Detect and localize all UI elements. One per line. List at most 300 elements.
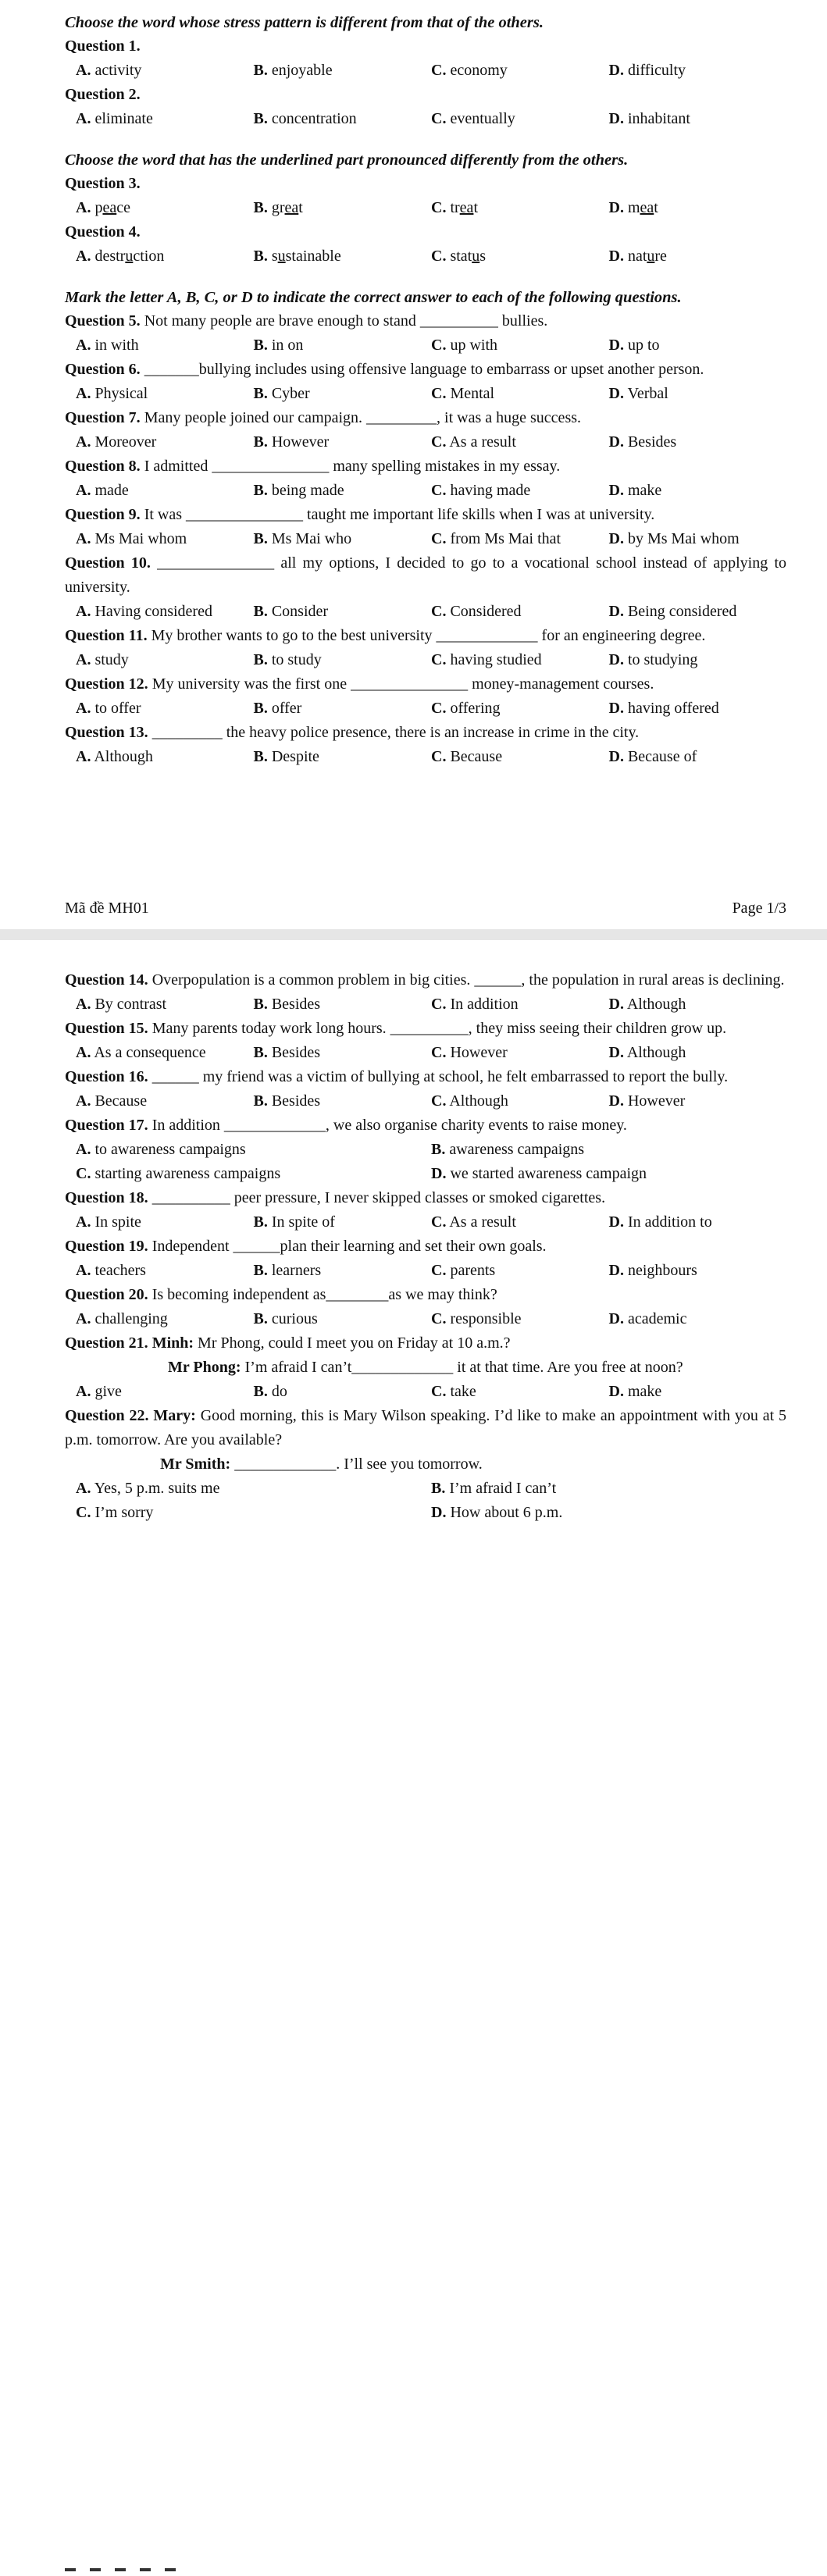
question-label: Question 9.: [65, 506, 141, 523]
answer-option: [609, 1210, 787, 1235]
question-text: My university was the first one _______________ money-management courses.: [151, 675, 654, 693]
question-label: Question 11.: [65, 627, 148, 644]
answer-option: [76, 1307, 254, 1331]
option-letter: A.: [76, 1310, 91, 1327]
option-letter: A.: [76, 62, 91, 79]
answer-options: [65, 107, 786, 131]
option-text: I’m afraid I can’t: [449, 1480, 557, 1497]
answer-option: [431, 1307, 609, 1331]
answer-options: [65, 382, 786, 406]
question-label: Question 2.: [65, 86, 141, 103]
option-text: By contrast: [94, 996, 167, 1013]
option-text: Moreover: [94, 433, 157, 451]
answer-option: [76, 600, 254, 624]
option-letter: A.: [76, 482, 91, 499]
answer-option: [76, 479, 254, 503]
answer-option: [609, 697, 787, 721]
question-label: Question 22.: [65, 1407, 149, 1424]
question-text: It was _______________ taught me important life skills when I was at university.: [144, 506, 655, 523]
option-letter: C.: [431, 700, 447, 717]
option-text: being made: [271, 482, 344, 499]
option-letter: D.: [608, 996, 624, 1013]
answer-option: [76, 648, 254, 672]
option-text: Cyber: [271, 385, 310, 402]
option-word: [272, 248, 341, 265]
option-word: [628, 199, 658, 216]
question-label: Question 6.: [65, 361, 141, 378]
answer-option: [254, 1041, 432, 1065]
option-letter: C.: [76, 1165, 91, 1182]
speaker-name: Mary:: [153, 1407, 196, 1424]
answer-options: [65, 1041, 786, 1065]
answer-option: [254, 1307, 432, 1331]
answer-option: [76, 1138, 431, 1162]
option-text: Besides: [627, 433, 677, 451]
question-label: Question 17.: [65, 1117, 148, 1134]
answer-option: [609, 600, 787, 624]
option-letter: D.: [431, 1504, 447, 1521]
question-stem: [65, 1331, 786, 1356]
option-letter: A.: [76, 530, 91, 547]
option-text: Mental: [450, 385, 495, 402]
option-text: I’m sorry: [94, 1504, 154, 1521]
option-letter: B.: [253, 1262, 268, 1279]
answer-option: [431, 527, 609, 551]
option-text: having studied: [450, 651, 542, 668]
question-stem: [65, 503, 786, 527]
answer-options: [65, 244, 786, 269]
option-text: enjoyable: [271, 62, 333, 79]
question-stem: [65, 672, 786, 697]
answer-option: [431, 697, 609, 721]
question-stem: [65, 406, 786, 430]
option-letter: A.: [76, 1141, 91, 1158]
question-text: _______bullying includes using offensive language to embarrass or upset another person.: [144, 361, 704, 378]
question-text: Many parents today work long hours. __________, they miss seeing their children grow up.: [151, 1020, 727, 1037]
option-letter: B.: [253, 1383, 268, 1400]
answer-option: [431, 1041, 609, 1065]
option-letter: D.: [608, 62, 624, 79]
answer-options: [65, 1307, 786, 1331]
option-text: curious: [271, 1310, 318, 1327]
question-label: Question 19.: [65, 1238, 148, 1255]
answer-option: [76, 1380, 254, 1404]
answer-option: [609, 430, 787, 454]
question-stem: [65, 721, 786, 745]
option-letter: B.: [253, 337, 268, 354]
question-text: In addition _____________, we also organise charity events to raise money.: [151, 1117, 627, 1134]
option-text: As a consequence: [94, 1044, 206, 1061]
option-text: In addition: [450, 996, 519, 1013]
option-letter: B.: [253, 433, 268, 451]
answer-options: [65, 600, 786, 624]
option-letter: B.: [253, 385, 268, 402]
answer-option: [609, 1307, 787, 1331]
option-text: Physical: [94, 385, 148, 402]
option-letter: B.: [253, 1310, 268, 1327]
option-text: However: [627, 1092, 686, 1110]
option-text: Because of: [627, 748, 697, 765]
word-prefix: destr: [94, 248, 126, 265]
option-text: made: [94, 482, 129, 499]
question-text: I admitted _______________ many spelling mistakes in my essay.: [144, 458, 561, 475]
answer-option: [76, 59, 254, 83]
question-text: _______________ all my options, I decided to go to a vocational school instead of applying to university.: [65, 554, 787, 596]
question-label: Question 16.: [65, 1068, 148, 1085]
word-prefix: m: [627, 199, 640, 216]
answer-option: [76, 196, 254, 220]
option-letter: D.: [608, 1262, 624, 1279]
option-text: How about 6 p.m.: [450, 1504, 563, 1521]
word-suffix: re: [654, 248, 667, 265]
option-text: up to: [627, 337, 660, 354]
page-2: [0, 940, 827, 1633]
option-letter: A.: [76, 748, 91, 765]
question-stem: [65, 454, 786, 479]
answer-option: [431, 745, 609, 769]
answer-options: [65, 1138, 786, 1162]
answer-option: [254, 1210, 432, 1235]
answer-option: [76, 1477, 431, 1501]
question-label: Question 7.: [65, 409, 141, 426]
answer-options: [65, 648, 786, 672]
underlined-part: u: [647, 248, 655, 265]
option-letter: B.: [253, 748, 268, 765]
answer-options: [65, 479, 786, 503]
option-letter: D.: [431, 1165, 447, 1182]
answer-options: [65, 697, 786, 721]
question-stem: [65, 1404, 786, 1452]
question-text: Independent ______plan their learning and set their own goals.: [151, 1238, 547, 1255]
answer-options: [65, 1089, 786, 1113]
answer-options: [65, 59, 786, 83]
option-letter: B.: [253, 110, 268, 127]
option-text: In addition to: [627, 1213, 712, 1231]
answer-option: [609, 59, 787, 83]
answer-option: [431, 59, 609, 83]
answer-options: [65, 196, 786, 220]
answer-option: [254, 745, 432, 769]
answer-option: [609, 992, 787, 1017]
answer-option: [609, 648, 787, 672]
answer-option: [254, 333, 432, 358]
option-letter: A.: [76, 199, 91, 216]
option-text: do: [271, 1383, 287, 1400]
option-letter: A.: [76, 700, 91, 717]
option-text: Having considered: [94, 603, 212, 620]
option-text: from Ms Mai that: [450, 530, 561, 547]
answer-option: [254, 697, 432, 721]
option-letter: A.: [76, 603, 91, 620]
answer-option: [76, 1089, 254, 1113]
option-text: in with: [94, 337, 139, 354]
answer-option: [609, 196, 787, 220]
answer-options: [65, 745, 786, 769]
option-text: offering: [450, 700, 501, 717]
question-text: ______ my friend was a victim of bullying at school, he felt embarrassed to report the bully.: [151, 1068, 729, 1085]
option-letter: C.: [431, 651, 447, 668]
option-letter: C.: [431, 62, 447, 79]
option-letter: C.: [431, 1092, 447, 1110]
option-text: make: [627, 482, 662, 499]
option-letter: D.: [608, 748, 624, 765]
cut-off-text-row: [65, 2558, 221, 2561]
option-text: Despite: [271, 748, 319, 765]
option-text: Because: [450, 748, 503, 765]
option-text: responsible: [450, 1310, 522, 1327]
answer-option: [431, 196, 609, 220]
word-suffix: t: [298, 199, 303, 216]
option-text: Besides: [271, 1044, 321, 1061]
option-text: Ms Mai whom: [94, 530, 187, 547]
underlined-part: ea: [640, 199, 654, 216]
answer-option: [254, 600, 432, 624]
option-letter: C.: [431, 433, 447, 451]
option-text: Ms Mai who: [271, 530, 352, 547]
answer-option: [254, 648, 432, 672]
reply-text: _____________. I’ll see you tomorrow.: [234, 1455, 483, 1473]
question-label: Question 21.: [65, 1334, 148, 1352]
answer-options: [65, 1477, 786, 1501]
dialogue-reply: [65, 1452, 786, 1477]
section-instruction: Mark the letter A, B, C, or D to indicate the correct answer to each of the following questions.: [65, 289, 682, 306]
option-letter: B.: [253, 482, 268, 499]
answer-option: [76, 244, 254, 269]
page-footer: [65, 896, 786, 920]
option-text: As a result: [449, 1213, 516, 1231]
word-suffix: stainable: [285, 248, 341, 265]
word-prefix: nat: [627, 248, 647, 265]
word-suffix: ction: [133, 248, 165, 265]
answer-option: [431, 1477, 786, 1501]
option-letter: B.: [253, 603, 268, 620]
question-stem: [65, 83, 786, 107]
answer-option: [431, 333, 609, 358]
option-letter: D.: [608, 603, 624, 620]
option-text: awareness campaigns: [449, 1141, 585, 1158]
answer-option: [254, 479, 432, 503]
option-letter: A.: [76, 1092, 91, 1110]
question-text: Mr Phong, could I meet you on Friday at 10 a.m.?: [198, 1334, 511, 1352]
question-label: Question 18.: [65, 1189, 148, 1206]
answer-option: [431, 600, 609, 624]
word-prefix: s: [271, 248, 278, 265]
option-letter: C.: [431, 199, 447, 216]
question-label: Question 8.: [65, 458, 141, 475]
question-text: Not many people are brave enough to stand __________ bullies.: [144, 312, 548, 330]
underlined-part: u: [277, 248, 286, 265]
dialogue-reply: [65, 1356, 786, 1380]
option-text: study: [94, 651, 129, 668]
option-letter: D.: [608, 1044, 624, 1061]
question-stem: [65, 358, 786, 382]
answer-option: [431, 244, 609, 269]
speaker-name: Mr Phong:: [168, 1359, 241, 1376]
question-stem: [65, 1017, 786, 1041]
word-suffix: ce: [116, 199, 130, 216]
question-text: _________ the heavy police presence, there is an increase in crime in the city.: [151, 724, 640, 741]
option-text: Although: [449, 1092, 508, 1110]
question-stem: [65, 172, 786, 196]
option-word: [450, 199, 478, 216]
option-letter: A.: [76, 1262, 91, 1279]
answer-option: [609, 333, 787, 358]
option-text: teachers: [94, 1262, 146, 1279]
option-letter: C.: [431, 603, 447, 620]
question-label: Question 12.: [65, 675, 148, 693]
answer-option: [254, 1259, 432, 1283]
answer-option: [609, 1380, 787, 1404]
option-text: difficulty: [627, 62, 686, 79]
option-word: [628, 248, 667, 265]
option-text: neighbours: [627, 1262, 697, 1279]
exam-code: Mã đề MH01: [65, 900, 149, 917]
word-suffix: t: [473, 199, 478, 216]
question-stem: [65, 34, 786, 59]
answer-option: [431, 1210, 609, 1235]
option-letter: C.: [431, 1310, 447, 1327]
reply-text: I’m afraid I can’t_____________ it at that time. Are you free at noon?: [244, 1359, 683, 1376]
answer-option: [76, 1162, 431, 1186]
answer-option: [76, 1501, 431, 1525]
option-letter: A.: [76, 248, 91, 265]
answer-options: [65, 1162, 786, 1186]
answer-option: [609, 1259, 787, 1283]
option-letter: D.: [608, 433, 624, 451]
answer-options: [65, 430, 786, 454]
option-letter: D.: [608, 110, 624, 127]
option-letter: D.: [608, 1092, 624, 1110]
word-suffix: t: [654, 199, 658, 216]
page-1-content: [0, 0, 827, 769]
underlined-part: ea: [284, 199, 299, 216]
option-letter: D.: [608, 530, 624, 547]
option-letter: B.: [431, 1141, 446, 1158]
option-text: Verbal: [627, 385, 668, 402]
option-letter: B.: [253, 248, 268, 265]
option-text: Although: [626, 1044, 686, 1061]
option-text: we started awareness campaign: [450, 1165, 647, 1182]
option-text: by Ms Mai whom: [627, 530, 740, 547]
answer-option: [609, 745, 787, 769]
option-letter: C.: [431, 748, 447, 765]
option-letter: A.: [76, 1383, 91, 1400]
option-text: make: [627, 1383, 662, 1400]
option-text: inhabitant: [627, 110, 690, 127]
answer-option: [609, 527, 787, 551]
option-text: Although: [94, 748, 153, 765]
option-text: eventually: [450, 110, 515, 127]
answer-option: [431, 1089, 609, 1113]
option-letter: C.: [431, 248, 447, 265]
option-letter: B.: [253, 530, 268, 547]
word-prefix: stat: [450, 248, 472, 265]
option-letter: D.: [608, 700, 624, 717]
option-text: to offer: [94, 700, 141, 717]
underlined-part: ea: [102, 199, 117, 216]
underlined-part: u: [125, 248, 134, 265]
section-instruction: Choose the word whose stress pattern is different from that of the others.: [65, 14, 544, 31]
option-text: challenging: [94, 1310, 168, 1327]
option-letter: A.: [76, 996, 91, 1013]
page-number: Page 1/3: [732, 900, 786, 917]
answer-option: [76, 1210, 254, 1235]
option-letter: B.: [253, 199, 268, 216]
answer-option: [76, 107, 254, 131]
option-letter: C.: [431, 337, 447, 354]
question-label: Question 20.: [65, 1286, 148, 1303]
option-text: having made: [450, 482, 531, 499]
question-label: Question 14.: [65, 971, 148, 989]
option-text: give: [94, 1383, 122, 1400]
underlined-part: u: [472, 248, 480, 265]
question-text: __________ peer pressure, I never skipped classes or smoked cigarettes.: [151, 1189, 606, 1206]
option-letter: C.: [431, 110, 447, 127]
answer-option: [254, 430, 432, 454]
answer-option: [76, 430, 254, 454]
question-text: Many people joined our campaign. _________, it was a huge success.: [144, 409, 582, 426]
question-stem: [65, 968, 786, 992]
option-text: In spite of: [271, 1213, 335, 1231]
option-letter: A.: [76, 433, 91, 451]
option-letter: D.: [608, 651, 624, 668]
option-letter: A.: [76, 1044, 91, 1061]
option-text: As a result: [449, 433, 516, 451]
option-letter: C.: [431, 1213, 447, 1231]
answer-option: [431, 648, 609, 672]
option-letter: B.: [253, 1092, 268, 1110]
option-letter: D.: [608, 1213, 624, 1231]
word-prefix: tr: [450, 199, 460, 216]
word-suffix: s: [479, 248, 487, 265]
option-letter: B.: [253, 996, 268, 1013]
option-letter: C.: [431, 1044, 447, 1061]
answer-option: [609, 382, 787, 406]
option-text: up with: [450, 337, 498, 354]
option-text: to study: [271, 651, 322, 668]
answer-option: [76, 382, 254, 406]
answer-option: [76, 1041, 254, 1065]
question-stem: [65, 1065, 786, 1089]
answer-options: [65, 333, 786, 358]
question-label: Question 3.: [65, 175, 141, 192]
answer-option: [254, 992, 432, 1017]
option-letter: A.: [76, 385, 91, 402]
answer-option: [609, 479, 787, 503]
answer-option: [254, 527, 432, 551]
answer-option: [431, 430, 609, 454]
speaker-name: Mr Smith:: [160, 1455, 231, 1473]
option-letter: D.: [608, 248, 624, 265]
option-letter: B.: [253, 651, 268, 668]
question-label: Question 4.: [65, 223, 141, 240]
question-stem: [65, 1186, 786, 1210]
option-letter: A.: [76, 1480, 91, 1497]
option-text: parents: [450, 1262, 496, 1279]
option-letter: D.: [608, 337, 624, 354]
option-text: to studying: [627, 651, 698, 668]
option-text: Because: [94, 1092, 148, 1110]
question-stem: [65, 551, 786, 600]
option-text: learners: [271, 1262, 322, 1279]
answer-option: [76, 527, 254, 551]
option-text: However: [271, 433, 330, 451]
answer-options: [65, 1380, 786, 1404]
option-text: Yes, 5 p.m. suits me: [94, 1480, 220, 1497]
answer-option: [431, 1380, 609, 1404]
question-stem: [65, 220, 786, 244]
answer-option: [431, 992, 609, 1017]
